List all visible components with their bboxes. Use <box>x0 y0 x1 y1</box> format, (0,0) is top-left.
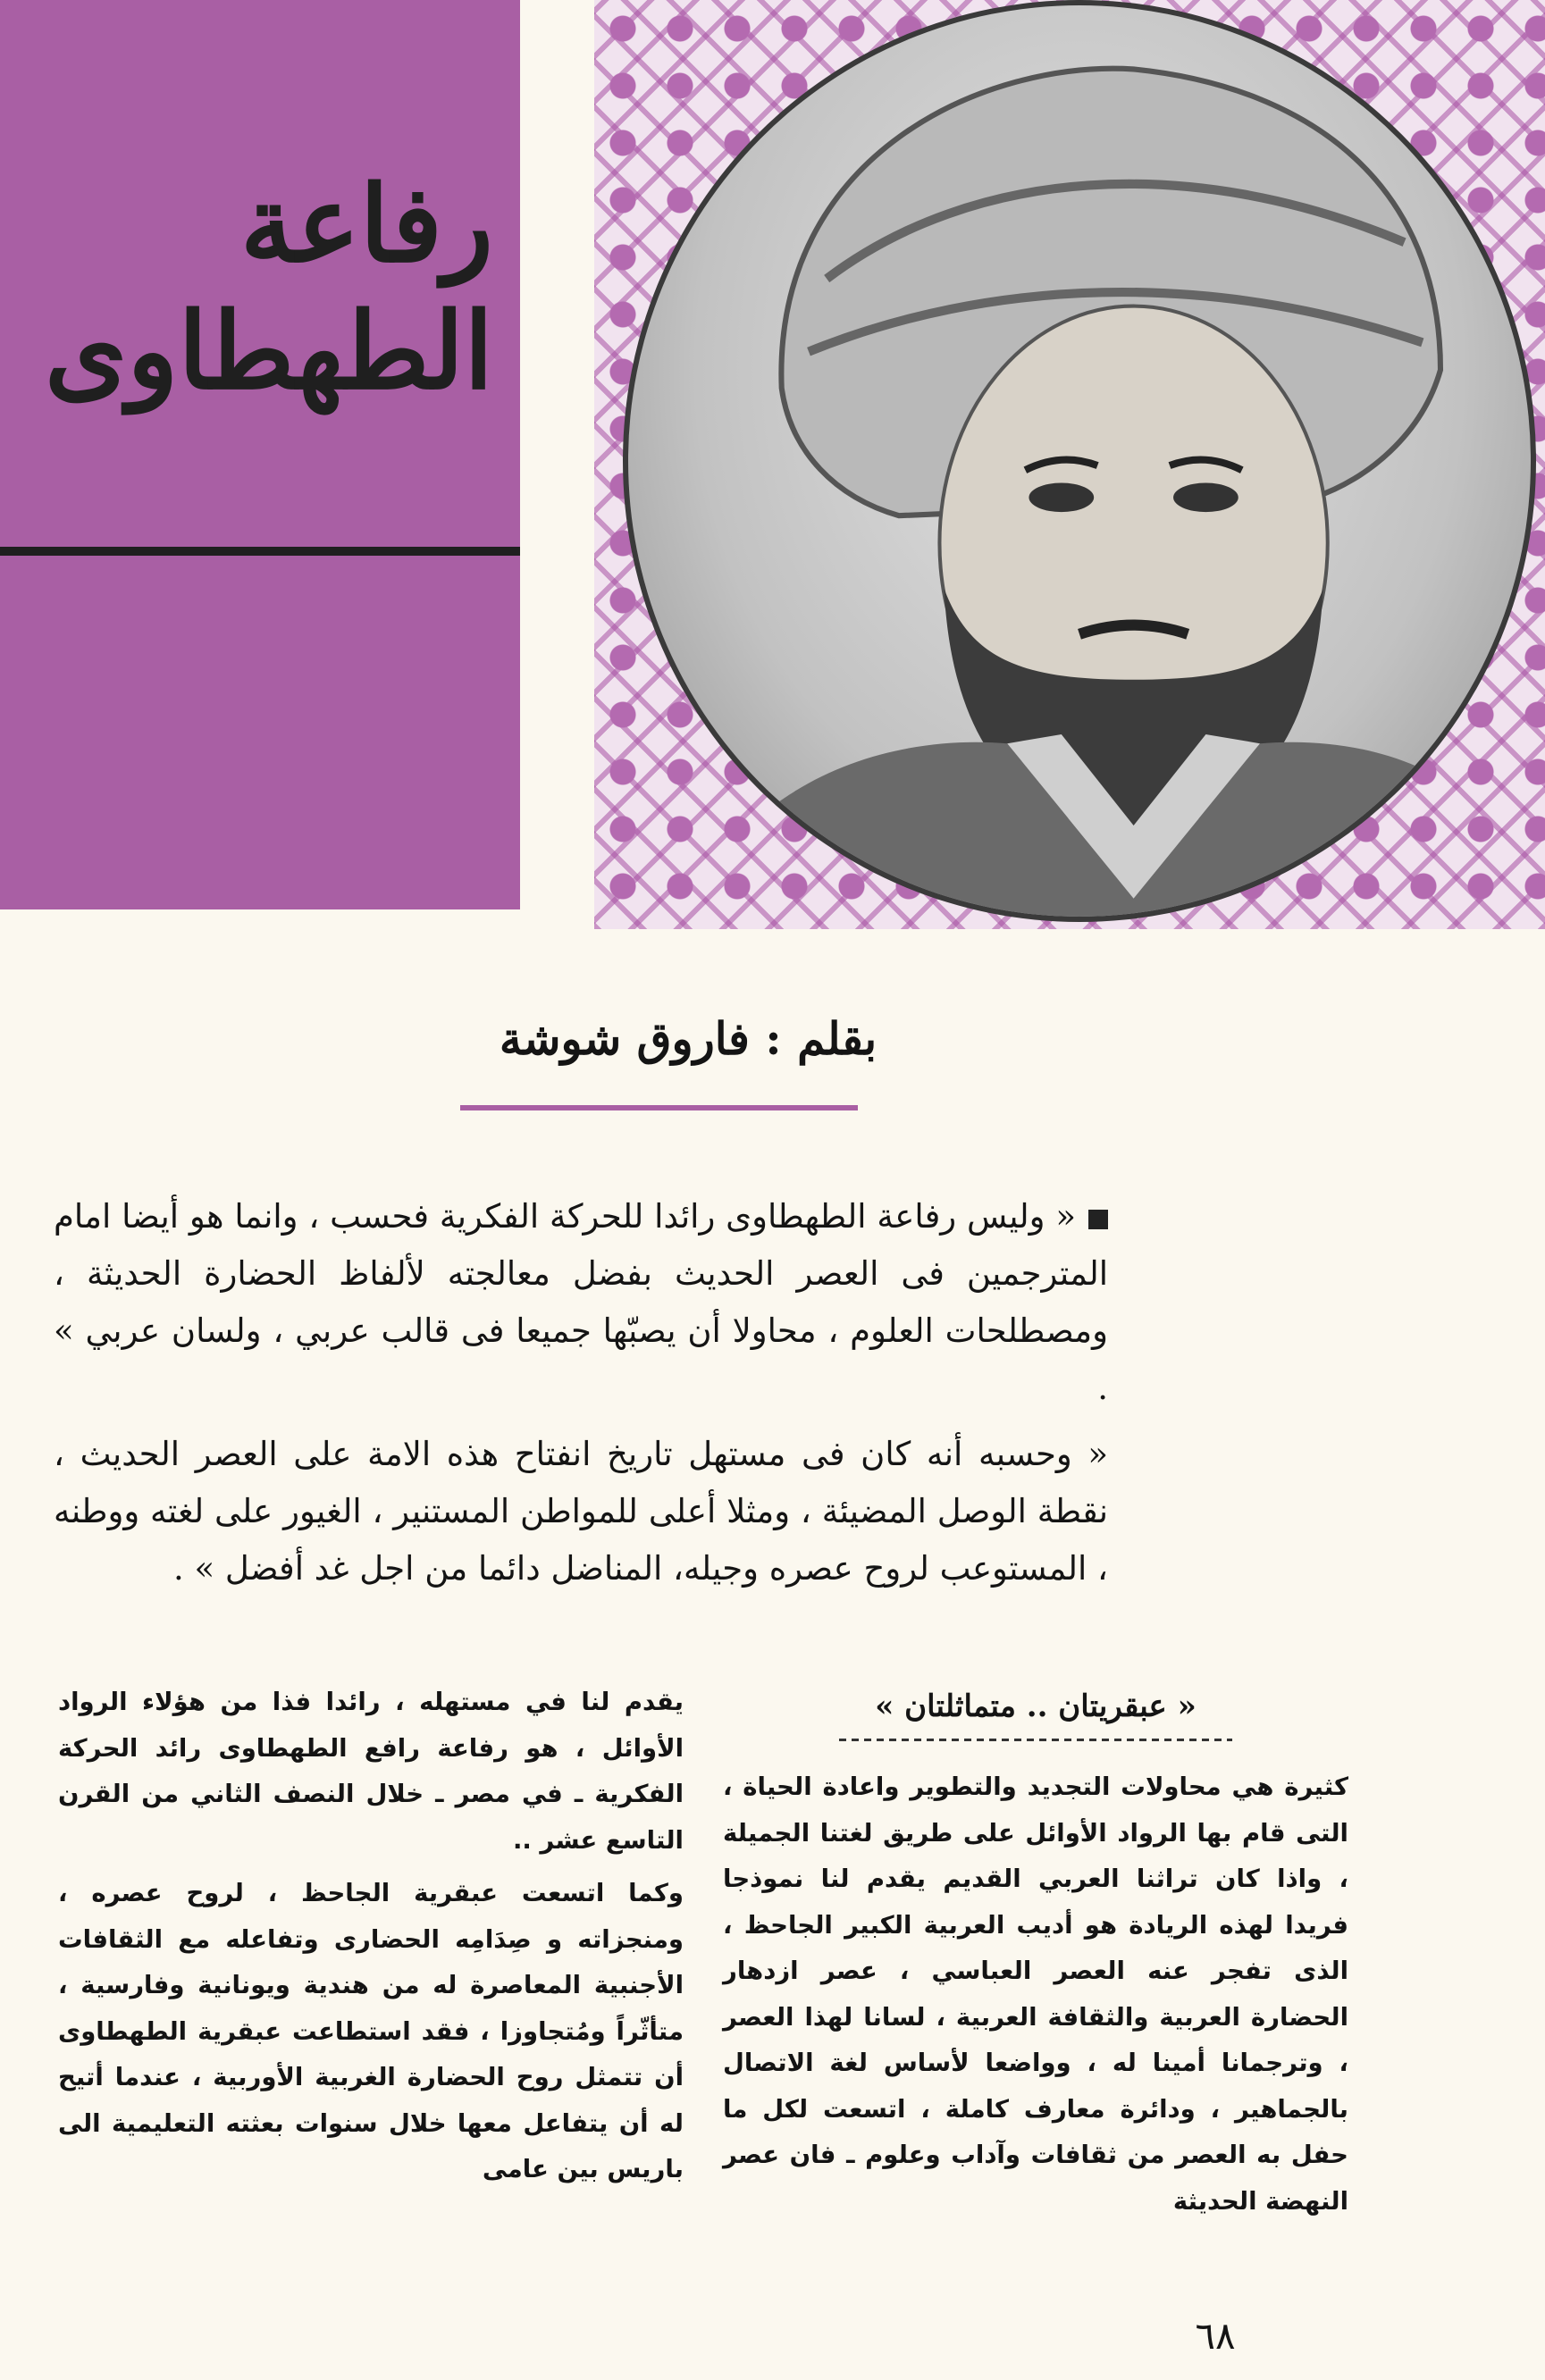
quote-paragraph-2-text: « وحسبه أنه كان فى مستهل تاريخ انفتاح هذه الامة على العصر الحديث ، نقطة الوصل المضيئة ، ومثلا أعلى للمواطن المستنير ، الغيور على لغته ووطنه ، المستوعب لروح عصره وجيله، المناضل دائما من اجل غد أفضل » . <box>54 1435 1108 1588</box>
square-bullet-icon <box>1088 1210 1108 1229</box>
left-column <box>58 1680 684 2200</box>
page-number: ٦٨ <box>1195 2314 1236 2358</box>
title-divider <box>0 547 520 556</box>
title-block <box>0 0 520 909</box>
intro-quote <box>54 1188 1108 1606</box>
title-line-1: رفاعة <box>239 162 493 286</box>
title-line-2: الطهطاوى <box>44 288 493 413</box>
byline: بقلم : فاروق شوشة <box>499 1012 877 1065</box>
quote-paragraph-1-text: « وليس رفاعة الطهطاوى رائدا للحركة الفكرية فحسب ، وانما هو أيضا امام المترجمين فى العصر الحديث بفضل معالجته لألفاظ الحضارة الحديثة ، ومصطلحات العلوم ، محاولا أن يصبّها جميعا فى قالب عربي ، ولسان عربي » . <box>54 1197 1108 1407</box>
portrait-background-pattern <box>594 0 1545 929</box>
article-title <box>11 161 493 414</box>
subheading-underline <box>839 1739 1232 1741</box>
right-column <box>723 1680 1348 2232</box>
left-column-paragraph-2: وكما اتسعت عبقرية الجاحظ ، لروح عصره ، ومنجزاته و صِدَامِه الحضارى وتفاعله مع الثقافات الأجنبية المعاصرة له من هندية ويونانية وفارسية ، متأثّراً ومُتجاوزا ، فقد استطاعت عبقرية الطهطاوى أن تتمثل روح الحضارة الغربية الأوربية ، عندما أتيح له أن يتفاعل معها خلال سنوات بعثته التعليمية الى باريس بين عامى <box>58 1879 684 2183</box>
section-subheading: « عبقريتان .. متماثلتان » <box>875 1689 1197 1724</box>
left-column-paragraph-1: يقدم لنا في مستهله ، رائدا فذا من هؤلاء الرواد الأوائل ، هو رفاعة رافع الطهطاوى رائد الحركة الفكرية ـ في مصر ـ خلال النصف الثاني من القرن التاسع عشر .. <box>58 1688 684 1855</box>
portrait-icon <box>623 0 1536 922</box>
right-column-paragraph: كثيرة هي محاولات التجديد والتطوير واعادة الحياة ، التى قام بها الرواد الأوائل على طريق لغتنا الجميلة ، واذا كان تراثنا العربي القديم يقدم لنا نموذجا فريدا لهذه الريادة هو أديب العربية الكبير الجاحظ ، الذى تفجر عنه العصر العباسي ، عصر ازدهار الحضارة العربية والثقافة العربية ، لسانا لهذا العصر ، وترجمانا أمينا له ، وواضعا لأساس لغة الاتصال بالجماهير ، ودائرة معارف كاملة ، اتسعت لكل ما حفل به العصر من ثقافات وآداب وعلوم ـ فان عصر النهضة الحديثة <box>723 1772 1348 2216</box>
byline-underline <box>460 1105 858 1110</box>
quote-paragraph <box>54 1188 1108 1417</box>
